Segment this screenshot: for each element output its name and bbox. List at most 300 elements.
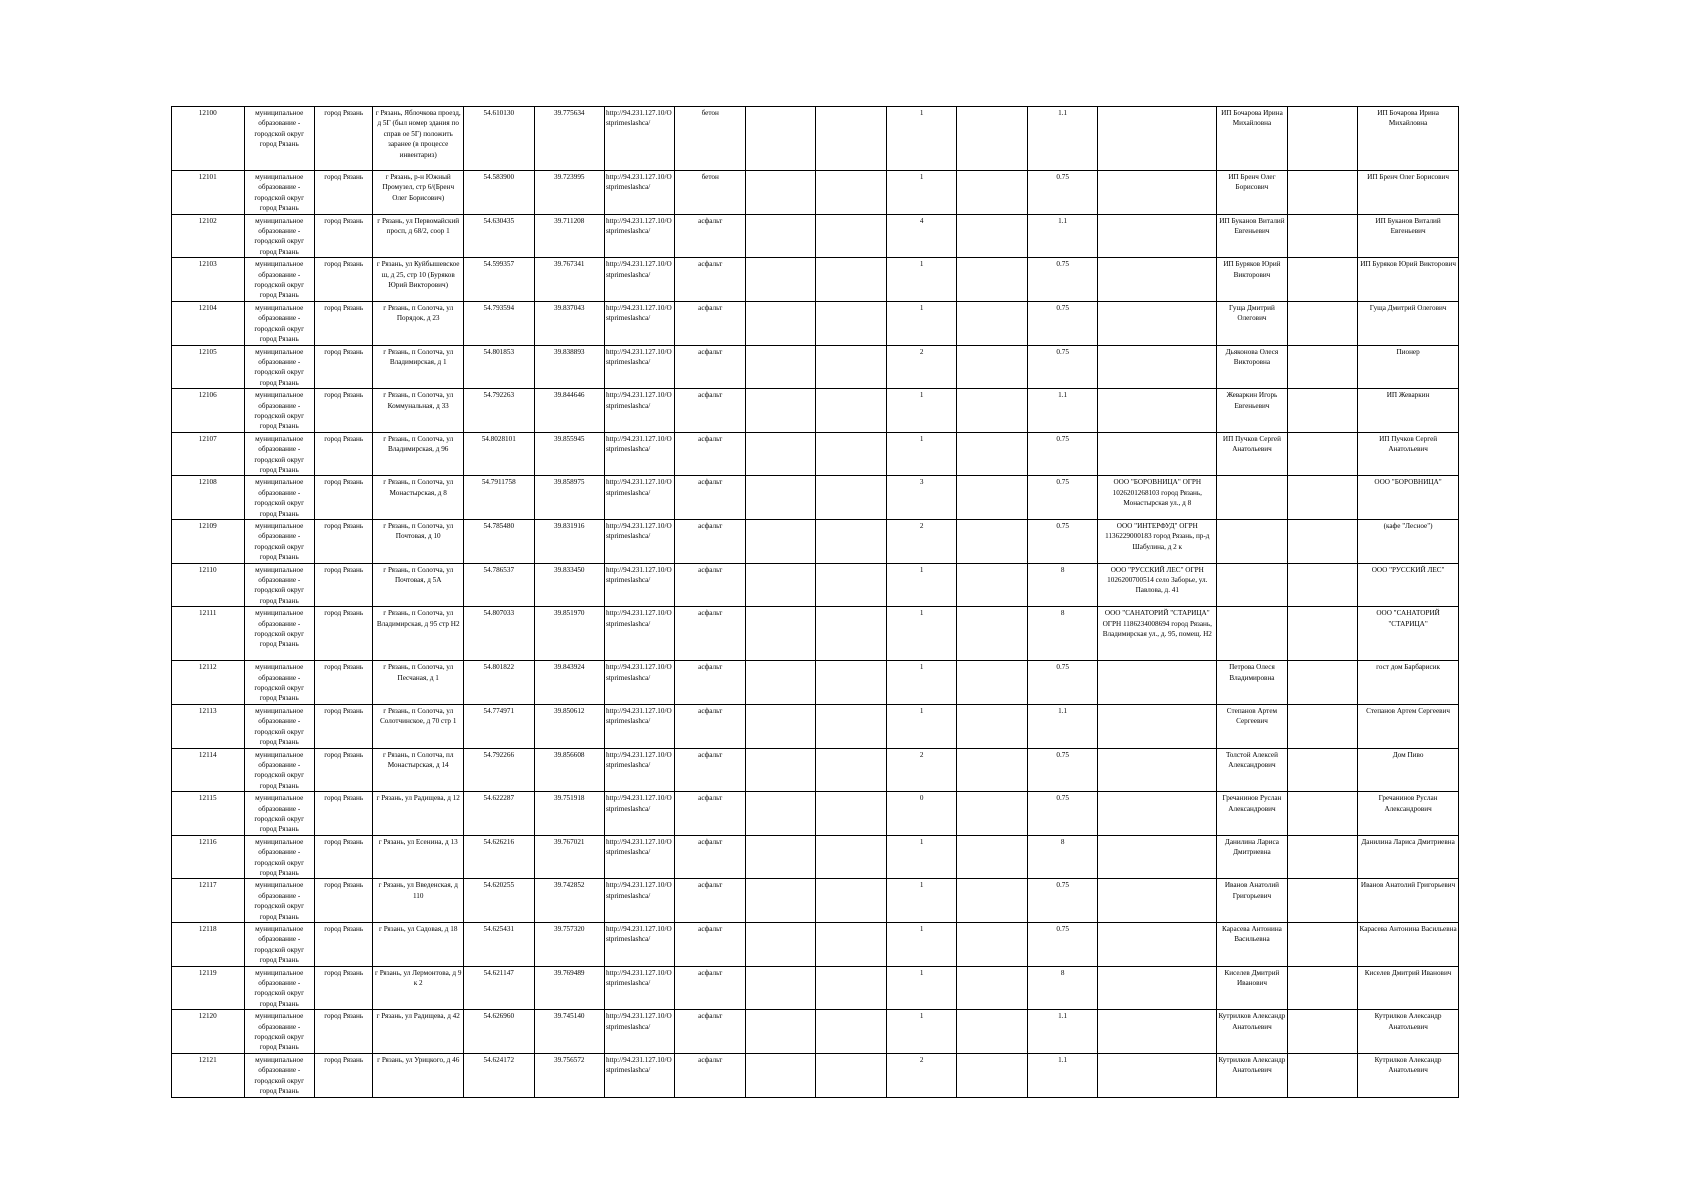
cell-owner: Кутрилков Александр Анатольевич [1217, 1053, 1287, 1097]
cell-waste-source: Пионер [1358, 345, 1459, 389]
cell-municipality: муниципальное образование - городской округ город Рязань [244, 923, 314, 967]
cell-latitude: 54.786537 [464, 563, 534, 607]
cell-waste-source: Гречанинов Руслан Александрович [1358, 792, 1459, 836]
table-row [172, 389, 1459, 433]
cell-empty [745, 661, 815, 705]
cell-empty [957, 345, 1027, 389]
cell-surface: асфальт [675, 704, 745, 748]
cell-organization [1098, 792, 1217, 836]
cell-empty [745, 432, 815, 476]
cell-surface: асфальт [675, 301, 745, 345]
cell-empty [745, 748, 815, 792]
cell-container-count: 1 [886, 563, 956, 607]
cell-empty [1287, 835, 1357, 879]
cell-empty [745, 258, 815, 302]
cell-empty [1287, 748, 1357, 792]
cell-latitude: 54.785480 [464, 520, 534, 564]
table-row [172, 301, 1459, 345]
cell-latitude: 54.624172 [464, 1053, 534, 1097]
cell-id: 12116 [172, 835, 245, 879]
cell-container-volume: 8 [1027, 563, 1097, 607]
cell-latitude: 54.625431 [464, 923, 534, 967]
cell-url: http://94.231.127.10/Ostprimeslashca/ [604, 879, 674, 923]
cell-empty [957, 1053, 1027, 1097]
cell-empty [1287, 258, 1357, 302]
cell-city: город Рязань [314, 748, 372, 792]
table-row [172, 171, 1459, 215]
cell-latitude: 54.792266 [464, 748, 534, 792]
table-row [172, 563, 1459, 607]
cell-address: г Рязань, ул Радищева, д 12 [373, 792, 464, 836]
cell-waste-source: (кафе "Лесное") [1358, 520, 1459, 564]
cell-municipality: муниципальное образование - городской округ город Рязань [244, 520, 314, 564]
cell-empty [816, 389, 886, 433]
cell-city: город Рязань [314, 704, 372, 748]
cell-empty [957, 704, 1027, 748]
cell-owner [1217, 476, 1287, 520]
cell-empty [745, 923, 815, 967]
cell-container-volume: 1.1 [1027, 704, 1097, 748]
cell-container-count: 1 [886, 107, 956, 171]
cell-empty [1287, 607, 1357, 661]
cell-municipality: муниципальное образование - городской округ город Рязань [244, 389, 314, 433]
cell-longitude: 39.756572 [534, 1053, 604, 1097]
cell-waste-source: ООО "РУССКИЙ ЛЕС" [1358, 563, 1459, 607]
cell-city: город Рязань [314, 563, 372, 607]
cell-city: город Рязань [314, 301, 372, 345]
cell-surface: асфальт [675, 520, 745, 564]
cell-surface: асфальт [675, 476, 745, 520]
cell-id: 12106 [172, 389, 245, 433]
cell-waste-source: Кутрилков Александр Анатольевич [1358, 1010, 1459, 1054]
cell-url: http://94.231.127.10/Ostprimeslashca/ [604, 171, 674, 215]
table-row [172, 520, 1459, 564]
cell-surface: асфальт [675, 432, 745, 476]
cell-owner: Данилина Лариса Дмитриевна [1217, 835, 1287, 879]
cell-url: http://94.231.127.10/Ostprimeslashca/ [604, 704, 674, 748]
cell-empty [816, 923, 886, 967]
cell-empty [957, 879, 1027, 923]
cell-owner: Карасева Антонина Васильевна [1217, 923, 1287, 967]
cell-empty [957, 607, 1027, 661]
cell-latitude: 54.801822 [464, 661, 534, 705]
cell-city: город Рязань [314, 432, 372, 476]
cell-empty [816, 748, 886, 792]
cell-organization [1098, 879, 1217, 923]
cell-organization [1098, 432, 1217, 476]
cell-empty [957, 792, 1027, 836]
cell-organization [1098, 1010, 1217, 1054]
cell-url: http://94.231.127.10/Ostprimeslashca/ [604, 1053, 674, 1097]
cell-address: г Рязань, п Солотча, ул Песчаная, д 1 [373, 661, 464, 705]
cell-empty [816, 214, 886, 258]
cell-container-volume: 0.75 [1027, 792, 1097, 836]
cell-municipality: муниципальное образование - городской округ город Рязань [244, 214, 314, 258]
spreadsheet-page [171, 106, 1459, 1098]
cell-longitude: 39.775634 [534, 107, 604, 171]
cell-empty [816, 345, 886, 389]
cell-address: г Рязань, п Солотча, ул Коммунальная, д 33 [373, 389, 464, 433]
cell-longitude: 39.856608 [534, 748, 604, 792]
cell-url: http://94.231.127.10/Ostprimeslashca/ [604, 835, 674, 879]
cell-municipality: муниципальное образование - городской округ город Рязань [244, 563, 314, 607]
cell-empty [1287, 389, 1357, 433]
cell-empty [1287, 966, 1357, 1010]
cell-municipality: муниципальное образование - городской округ город Рязань [244, 301, 314, 345]
cell-empty [745, 966, 815, 1010]
cell-empty [816, 879, 886, 923]
cell-empty [1287, 107, 1357, 171]
cell-empty [957, 966, 1027, 1010]
cell-url: http://94.231.127.10/Ostprimeslashca/ [604, 792, 674, 836]
cell-municipality: муниципальное образование - городской округ город Рязань [244, 966, 314, 1010]
cell-empty [745, 704, 815, 748]
cell-empty [745, 476, 815, 520]
cell-empty [1287, 345, 1357, 389]
cell-organization [1098, 966, 1217, 1010]
cell-longitude: 39.837043 [534, 301, 604, 345]
cell-longitude: 39.850612 [534, 704, 604, 748]
cell-url: http://94.231.127.10/Ostprimeslashca/ [604, 258, 674, 302]
cell-id: 12101 [172, 171, 245, 215]
cell-container-count: 0 [886, 792, 956, 836]
table-row [172, 879, 1459, 923]
cell-empty [816, 966, 886, 1010]
cell-owner: Жеваркин Игорь Евгеньевич [1217, 389, 1287, 433]
cell-empty [745, 389, 815, 433]
table-row [172, 476, 1459, 520]
cell-id: 12108 [172, 476, 245, 520]
cell-empty [816, 792, 886, 836]
cell-municipality: муниципальное образование - городской округ город Рязань [244, 748, 314, 792]
cell-owner: ИП Буканов Виталий Евгеньевич [1217, 214, 1287, 258]
cell-container-count: 4 [886, 214, 956, 258]
cell-waste-source: ИП Жеваркин [1358, 389, 1459, 433]
cell-address: г Рязань, р-н Южный Промузел, стр 6/(Бренч Олег Борисович) [373, 171, 464, 215]
cell-address: г Рязань, ул Урицкого, д 46 [373, 1053, 464, 1097]
cell-municipality: муниципальное образование - городской округ город Рязань [244, 661, 314, 705]
table-row [172, 1053, 1459, 1097]
cell-empty [1287, 1010, 1357, 1054]
cell-owner: Дьяконова Олеся Викторовна [1217, 345, 1287, 389]
cell-city: город Рязань [314, 879, 372, 923]
cell-latitude: 54.622287 [464, 792, 534, 836]
cell-id: 12112 [172, 661, 245, 705]
cell-empty [1287, 520, 1357, 564]
cell-address: г Рязань, ул Садовая, д 18 [373, 923, 464, 967]
cell-container-count: 2 [886, 520, 956, 564]
cell-longitude: 39.767341 [534, 258, 604, 302]
cell-owner: ИП Бренч Олег Борисович [1217, 171, 1287, 215]
cell-municipality: муниципальное образование - городской округ город Рязань [244, 432, 314, 476]
cell-container-volume: 0.75 [1027, 301, 1097, 345]
cell-empty [957, 389, 1027, 433]
cell-surface: асфальт [675, 1053, 745, 1097]
table-row [172, 923, 1459, 967]
cell-container-count: 1 [886, 607, 956, 661]
cell-id: 12100 [172, 107, 245, 171]
cell-waste-source: Степанов Артем Сергеевич [1358, 704, 1459, 748]
cell-municipality: муниципальное образование - городской округ город Рязань [244, 476, 314, 520]
cell-longitude: 39.769489 [534, 966, 604, 1010]
cell-container-count: 2 [886, 345, 956, 389]
cell-municipality: муниципальное образование - городской округ город Рязань [244, 607, 314, 661]
cell-empty [1287, 301, 1357, 345]
cell-empty [816, 258, 886, 302]
cell-empty [816, 171, 886, 215]
cell-container-volume: 0.75 [1027, 520, 1097, 564]
cell-empty [1287, 704, 1357, 748]
cell-empty [816, 563, 886, 607]
cell-id: 12119 [172, 966, 245, 1010]
cell-surface: асфальт [675, 563, 745, 607]
cell-address: г Рязань, ул Радищева, д 42 [373, 1010, 464, 1054]
cell-longitude: 39.833450 [534, 563, 604, 607]
registry-table [171, 106, 1459, 1098]
cell-owner: Кутрилков Александр Анатольевич [1217, 1010, 1287, 1054]
cell-longitude: 39.858975 [534, 476, 604, 520]
cell-id: 12103 [172, 258, 245, 302]
cell-empty [745, 171, 815, 215]
cell-id: 12107 [172, 432, 245, 476]
cell-city: город Рязань [314, 258, 372, 302]
cell-empty [745, 345, 815, 389]
cell-municipality: муниципальное образование - городской округ город Рязань [244, 258, 314, 302]
cell-container-count: 1 [886, 258, 956, 302]
cell-address: г Рязань, п Солотча, пл Монастырская, д 14 [373, 748, 464, 792]
cell-latitude: 54.621147 [464, 966, 534, 1010]
cell-municipality: муниципальное образование - городской округ город Рязань [244, 835, 314, 879]
cell-surface: асфальт [675, 1010, 745, 1054]
cell-empty [957, 1010, 1027, 1054]
cell-empty [816, 661, 886, 705]
cell-container-volume: 0.75 [1027, 476, 1097, 520]
cell-longitude: 39.711208 [534, 214, 604, 258]
cell-latitude: 54.626960 [464, 1010, 534, 1054]
cell-url: http://94.231.127.10/Ostprimeslashca/ [604, 966, 674, 1010]
cell-owner: ИП Пучков Сергей Анатольевич [1217, 432, 1287, 476]
cell-organization [1098, 214, 1217, 258]
cell-container-volume: 0.75 [1027, 661, 1097, 705]
cell-longitude: 39.751918 [534, 792, 604, 836]
cell-empty [957, 432, 1027, 476]
cell-container-count: 1 [886, 389, 956, 433]
cell-empty [816, 835, 886, 879]
cell-longitude: 39.757320 [534, 923, 604, 967]
cell-address: г Рязань, ул Есенина, д 13 [373, 835, 464, 879]
cell-id: 12115 [172, 792, 245, 836]
cell-container-volume: 8 [1027, 607, 1097, 661]
cell-organization [1098, 171, 1217, 215]
cell-empty [1287, 476, 1357, 520]
cell-surface: асфальт [675, 258, 745, 302]
cell-municipality: муниципальное образование - городской округ город Рязань [244, 879, 314, 923]
cell-surface: асфальт [675, 748, 745, 792]
cell-container-volume: 8 [1027, 966, 1097, 1010]
cell-city: город Рязань [314, 607, 372, 661]
cell-waste-source: Киселев Дмитрий Иванович [1358, 966, 1459, 1010]
cell-empty [957, 748, 1027, 792]
cell-empty [957, 661, 1027, 705]
cell-empty [1287, 432, 1357, 476]
cell-surface: асфальт [675, 966, 745, 1010]
cell-longitude: 39.745140 [534, 1010, 604, 1054]
cell-owner [1217, 520, 1287, 564]
cell-city: город Рязань [314, 923, 372, 967]
cell-address: г Рязань, п Солотча, ул Почтовая, д 10 [373, 520, 464, 564]
cell-url: http://94.231.127.10/Ostprimeslashca/ [604, 301, 674, 345]
cell-waste-source: ИП Пучков Сергей Анатольевич [1358, 432, 1459, 476]
cell-empty [957, 258, 1027, 302]
cell-empty [745, 107, 815, 171]
cell-empty [1287, 879, 1357, 923]
cell-municipality: муниципальное образование - городской округ город Рязань [244, 1053, 314, 1097]
table-row [172, 607, 1459, 661]
cell-longitude: 39.851970 [534, 607, 604, 661]
cell-surface: асфальт [675, 879, 745, 923]
cell-owner: ИП Буряков Юрий Викторович [1217, 258, 1287, 302]
cell-url: http://94.231.127.10/Ostprimeslashca/ [604, 107, 674, 171]
cell-waste-source: Гуща Дмитрий Олегович [1358, 301, 1459, 345]
cell-empty [1287, 1053, 1357, 1097]
cell-latitude: 54.801853 [464, 345, 534, 389]
cell-organization: ООО "РУССКИЙ ЛЕС" ОГРН 1026200700514 село Заборье, ул. Павлова, д. 41 [1098, 563, 1217, 607]
cell-empty [745, 520, 815, 564]
cell-organization [1098, 258, 1217, 302]
cell-longitude: 39.855945 [534, 432, 604, 476]
cell-waste-source: Дом Пиво [1358, 748, 1459, 792]
cell-id: 12105 [172, 345, 245, 389]
cell-empty [816, 520, 886, 564]
cell-address: г Рязань, п Солотча, ул Владимирская, д 95 стр Н2 [373, 607, 464, 661]
cell-url: http://94.231.127.10/Ostprimeslashca/ [604, 214, 674, 258]
table-row [172, 661, 1459, 705]
cell-municipality: муниципальное образование - городской округ город Рязань [244, 792, 314, 836]
cell-empty [957, 301, 1027, 345]
cell-empty [745, 792, 815, 836]
cell-empty [957, 476, 1027, 520]
cell-url: http://94.231.127.10/Ostprimeslashca/ [604, 923, 674, 967]
cell-address: г Рязань, п Солотча, ул Почтовая, д 5А [373, 563, 464, 607]
cell-latitude: 54.599357 [464, 258, 534, 302]
cell-container-count: 1 [886, 704, 956, 748]
cell-container-count: 1 [886, 966, 956, 1010]
cell-empty [1287, 171, 1357, 215]
cell-surface: асфальт [675, 607, 745, 661]
cell-container-volume: 1.1 [1027, 1010, 1097, 1054]
cell-url: http://94.231.127.10/Ostprimeslashca/ [604, 389, 674, 433]
cell-address: г Рязань, п Солотча, ул Владимирская, д 96 [373, 432, 464, 476]
cell-empty [957, 520, 1027, 564]
cell-municipality: муниципальное образование - городской округ город Рязань [244, 107, 314, 171]
cell-empty [957, 563, 1027, 607]
cell-empty [1287, 661, 1357, 705]
cell-empty [1287, 923, 1357, 967]
cell-container-count: 1 [886, 879, 956, 923]
cell-latitude: 54.630435 [464, 214, 534, 258]
cell-organization: ООО "САНАТОРИЙ "СТАРИЦА" ОГРН 1186234008694 город Рязань, Владимирская ул., д. 95, помещ. Н2 [1098, 607, 1217, 661]
table-row [172, 432, 1459, 476]
cell-address: г Рязань, ул Куйбышевское ш, д 25, стр 10 (Буряков Юрий Викторович) [373, 258, 464, 302]
cell-empty [816, 476, 886, 520]
cell-empty [1287, 214, 1357, 258]
cell-url: http://94.231.127.10/Ostprimeslashca/ [604, 345, 674, 389]
cell-empty [816, 1010, 886, 1054]
cell-city: город Рязань [314, 171, 372, 215]
cell-surface: асфальт [675, 389, 745, 433]
cell-surface: бетон [675, 171, 745, 215]
cell-container-count: 3 [886, 476, 956, 520]
cell-url: http://94.231.127.10/Ostprimeslashca/ [604, 661, 674, 705]
cell-url: http://94.231.127.10/Ostprimeslashca/ [604, 1010, 674, 1054]
cell-waste-source: ООО "САНАТОРИЙ "СТАРИЦА" [1358, 607, 1459, 661]
cell-container-volume: 0.75 [1027, 171, 1097, 215]
cell-organization: ООО "ИНТЕРФУД" ОГРН 1136229000183 город Рязань, пр-д Шабулина, д 2 к [1098, 520, 1217, 564]
cell-id: 12114 [172, 748, 245, 792]
cell-empty [816, 607, 886, 661]
cell-longitude: 39.723995 [534, 171, 604, 215]
cell-organization [1098, 389, 1217, 433]
cell-id: 12120 [172, 1010, 245, 1054]
table-row [172, 214, 1459, 258]
cell-waste-source: Данилина Лариса Дмитриевна [1358, 835, 1459, 879]
cell-id: 12121 [172, 1053, 245, 1097]
cell-organization [1098, 1053, 1217, 1097]
cell-container-volume: 0.75 [1027, 432, 1097, 476]
cell-container-count: 1 [886, 1010, 956, 1054]
cell-empty [957, 835, 1027, 879]
cell-waste-source: Карасева Антонина Васильевна [1358, 923, 1459, 967]
cell-municipality: муниципальное образование - городской округ город Рязань [244, 704, 314, 748]
cell-longitude: 39.838893 [534, 345, 604, 389]
cell-empty [816, 301, 886, 345]
cell-city: город Рязань [314, 214, 372, 258]
cell-surface: асфальт [675, 214, 745, 258]
cell-container-count: 2 [886, 748, 956, 792]
cell-longitude: 39.742852 [534, 879, 604, 923]
cell-empty [816, 107, 886, 171]
table-row [172, 835, 1459, 879]
cell-owner: Гуща Дмитрий Олегович [1217, 301, 1287, 345]
cell-latitude: 54.792263 [464, 389, 534, 433]
cell-latitude: 54.620255 [464, 879, 534, 923]
table-row [172, 258, 1459, 302]
cell-container-count: 1 [886, 661, 956, 705]
table-row [172, 704, 1459, 748]
cell-waste-source: гост дом Барбарисик [1358, 661, 1459, 705]
cell-container-volume: 0.75 [1027, 923, 1097, 967]
cell-waste-source: ИП Бочарова Ирина Михайловна [1358, 107, 1459, 171]
cell-city: город Рязань [314, 661, 372, 705]
cell-empty [957, 107, 1027, 171]
cell-waste-source: ИП Буканов Виталий Евгеньевич [1358, 214, 1459, 258]
cell-municipality: муниципальное образование - городской округ город Рязань [244, 171, 314, 215]
cell-empty [1287, 563, 1357, 607]
cell-id: 12104 [172, 301, 245, 345]
cell-container-volume: 0.75 [1027, 748, 1097, 792]
cell-empty [816, 432, 886, 476]
cell-surface: асфальт [675, 835, 745, 879]
table-row [172, 345, 1459, 389]
cell-container-count: 1 [886, 171, 956, 215]
cell-city: город Рязань [314, 1053, 372, 1097]
cell-city: город Рязань [314, 1010, 372, 1054]
cell-waste-source: ИП Бренч Олег Борисович [1358, 171, 1459, 215]
cell-latitude: 54.610130 [464, 107, 534, 171]
cell-city: город Рязань [314, 520, 372, 564]
cell-container-volume: 0.75 [1027, 879, 1097, 923]
cell-id: 12117 [172, 879, 245, 923]
